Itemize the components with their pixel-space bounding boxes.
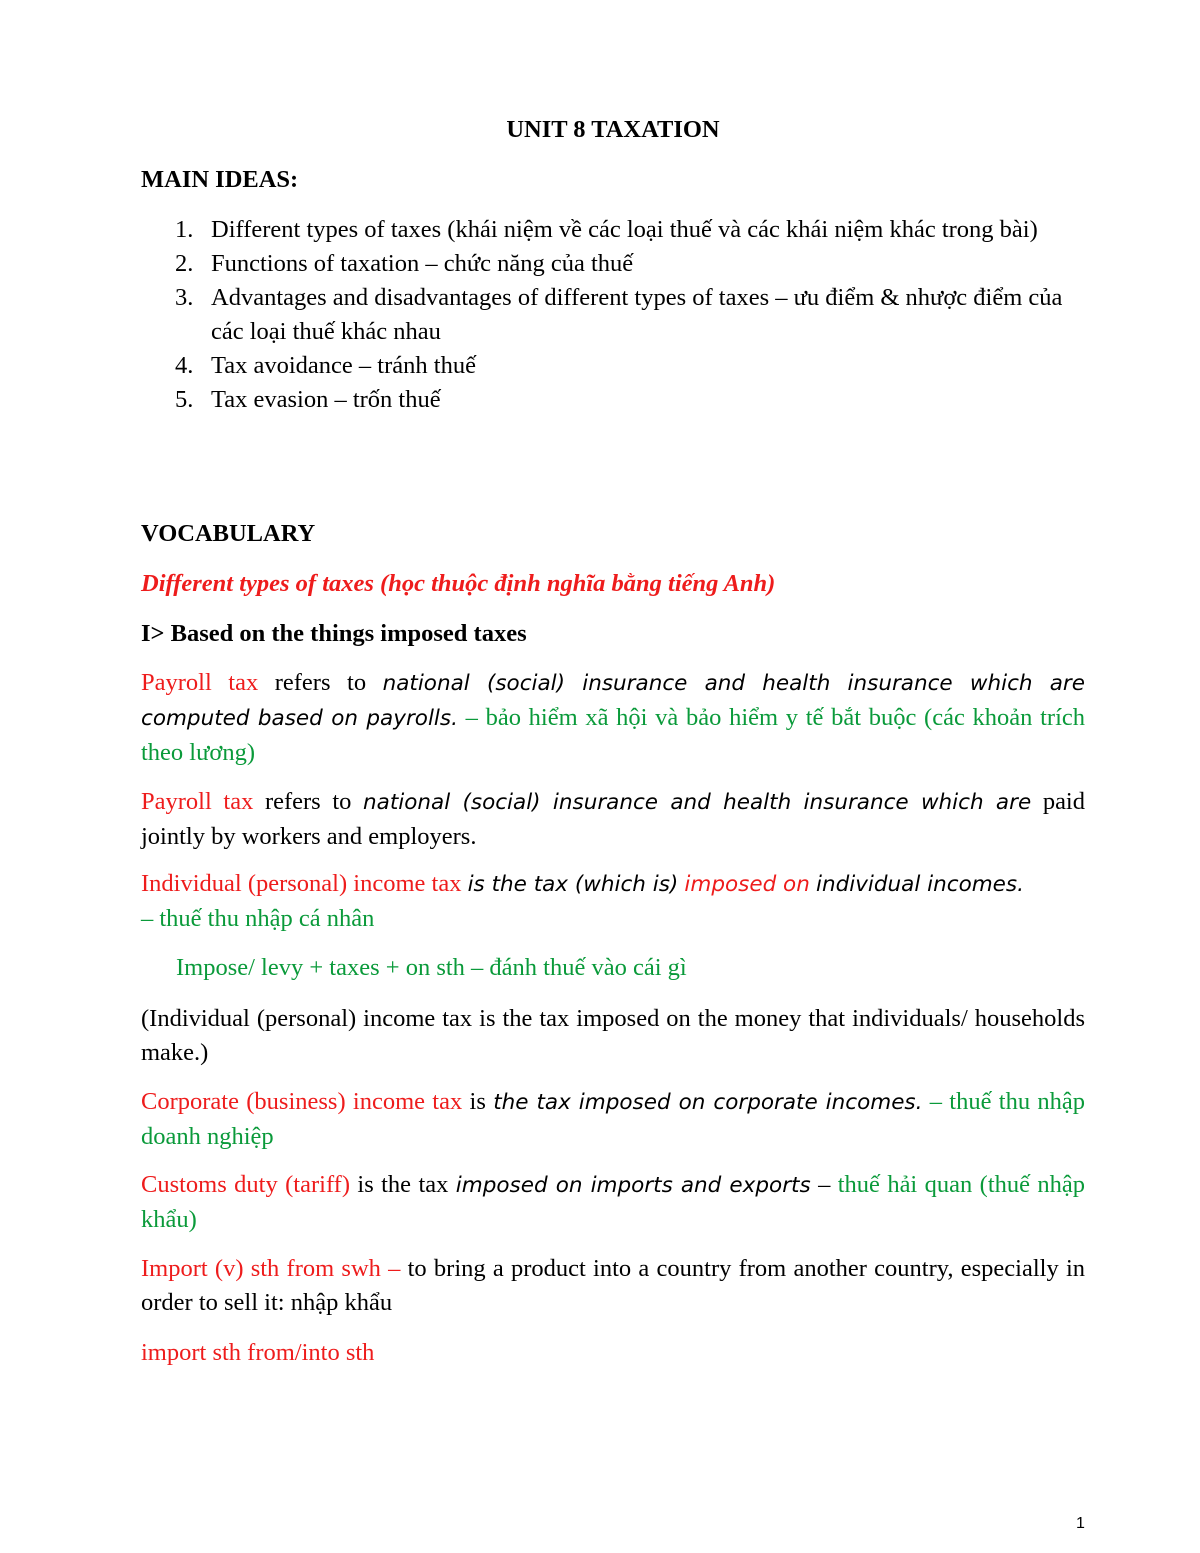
payroll-definition-2 [141, 785, 1085, 854]
main-ideas-heading: MAIN IDEAS: [141, 166, 299, 193]
definition: to bring a product into a country from another country, especially in order to sell it: nhập khẩu [141, 1255, 1085, 1316]
list-text: Tax evasion – trốn thuế [211, 386, 441, 413]
list-text: Different types of taxes (khái niệm về các loại thuế và các khái niệm khác trong bài) [211, 216, 1038, 243]
vocabulary-heading: VOCABULARY [141, 520, 316, 547]
individual-income-tax-definition [141, 867, 1085, 936]
term: Import (v) sth from swh – [141, 1255, 401, 1282]
list-item [141, 213, 1085, 247]
term: Corporate (business) income tax [141, 1088, 463, 1115]
text: is the tax [357, 1171, 449, 1198]
term: Customs duty [141, 1171, 278, 1198]
import-phrase: import sth from/into sth [141, 1339, 375, 1366]
payroll-definition-1 [141, 666, 1085, 770]
list-number: 5. [175, 386, 194, 413]
definition: national (social) insurance and health insurance which are computed based on payrolls. [141, 671, 1085, 731]
definition: national (social) insurance and health insurance which are [363, 790, 1032, 815]
import-definition [141, 1252, 1085, 1320]
definition-highlight: imposed on [684, 872, 810, 897]
list-text: Advantages and disadvantages of different types of taxes – ưu điểm & nhược điểm của các loại thuế khác nhau [211, 284, 1063, 345]
translation: – thuế thu nhập doanh nghiệp [141, 1088, 1086, 1150]
page-number: 1 [1076, 1515, 1085, 1532]
page-title: UNIT 8 TAXATION [506, 116, 720, 143]
term: (tariff) [285, 1171, 350, 1198]
translation: – bảo hiểm xã hội và bảo hiểm y tế bắt buộc (các khoản trích theo lương) [141, 704, 1086, 766]
translation: – thuế thu nhập cá nhân [141, 905, 375, 932]
list-text: Tax avoidance – tránh thuế [211, 352, 476, 379]
term: Payroll tax [141, 788, 254, 815]
text: is [469, 1088, 486, 1115]
text: refers to [274, 669, 367, 696]
section-heading: I> Based on the things imposed taxes [141, 620, 527, 647]
list-item [141, 281, 1085, 349]
text: paid jointly by workers and employers. [141, 788, 1085, 850]
customs-duty-definition [141, 1168, 1085, 1237]
corporate-income-tax-definition [141, 1085, 1085, 1154]
vocabulary-subheading: Different types of taxes (học thuộc định nghĩa bằng tiếng Anh) [141, 570, 776, 597]
text: refers to [264, 788, 352, 815]
main-ideas-list [141, 213, 1085, 417]
definition: imposed on imports and exports [455, 1173, 811, 1198]
translation: thuế hải quan (thuế nhập khẩu) [141, 1171, 1086, 1233]
list-number: 3. [175, 284, 194, 311]
text: – [818, 1171, 831, 1198]
list-number: 2. [175, 250, 194, 277]
list-text: Functions of taxation – chức năng của thuế [211, 250, 634, 277]
list-number: 1. [175, 216, 194, 243]
definition: is the tax (which is) [467, 872, 679, 897]
term: Payroll tax [141, 669, 259, 696]
definition: the tax imposed on corporate incomes. [493, 1090, 923, 1115]
definition: individual incomes. [815, 872, 1024, 897]
list-number: 4. [175, 352, 194, 379]
individual-income-tax-note: (Individual (personal) income tax is the tax imposed on the money that individuals/ households make.) [141, 1005, 1085, 1066]
term: Individual (personal) income tax [141, 870, 462, 897]
list-item [141, 247, 1085, 281]
impose-note: Impose/ levy + taxes + on sth – đánh thuế vào cái gì [176, 954, 687, 981]
list-item [141, 383, 1085, 417]
list-item [141, 349, 1085, 383]
